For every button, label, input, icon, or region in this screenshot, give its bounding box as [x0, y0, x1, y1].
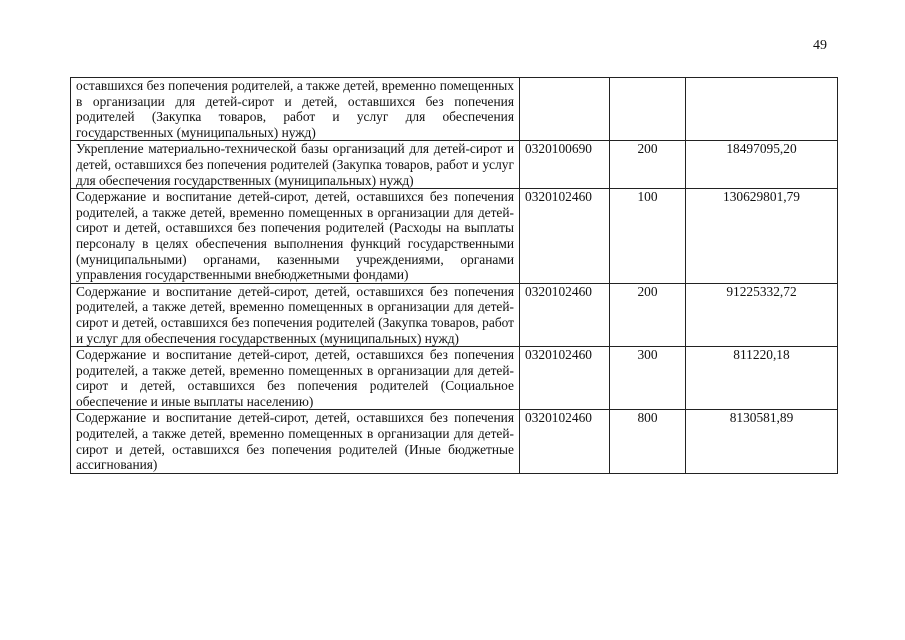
row-expense-type: 800 — [610, 410, 686, 473]
row-description: оставшихся без попечения родителей, а также детей, временно помещенных в организации для детей-сирот и детей, оставшихся без попечения родителей (Закупка товаров, работ и услуг для обеспечения государственных (муниципальных) нужд) — [71, 78, 520, 141]
row-expense-type: 200 — [610, 141, 686, 189]
row-amount: 811220,18 — [686, 347, 838, 410]
table-row — [71, 410, 838, 473]
table-row — [71, 189, 838, 284]
row-amount: 91225332,72 — [686, 283, 838, 346]
row-expense-type: 300 — [610, 347, 686, 410]
table-row — [71, 283, 838, 346]
row-amount: 18497095,20 — [686, 141, 838, 189]
row-amount: 8130581,89 — [686, 410, 838, 473]
row-target-code: 0320100690 — [520, 141, 610, 189]
row-description: Укрепление материально-технической базы организаций для детей-сирот и детей, оставшихся без попечения родителей (Закупка товаров, работ и услуг для обеспечения государственных (муниципальных) нужд) — [71, 141, 520, 189]
page-number: 49 — [813, 38, 827, 53]
row-expense-type: 200 — [610, 283, 686, 346]
table-row — [71, 141, 838, 189]
budget-table — [70, 77, 838, 474]
row-target-code: 0320102460 — [520, 347, 610, 410]
row-expense-type — [610, 78, 686, 141]
row-description: Содержание и воспитание детей-сирот, детей, оставшихся без попечения родителей, а также детей, временно помещенных в организации для детей-сирот и детей, оставшихся без попечения родителей (Расходы на выплаты персоналу в целях обеспечения выполнения функций государственными (муниципальными) органами, казенными учреждениями, органами управления государственными внебюджетными фондами) — [71, 189, 520, 284]
row-amount: 130629801,79 — [686, 189, 838, 284]
row-target-code: 0320102460 — [520, 283, 610, 346]
row-amount — [686, 78, 838, 141]
row-target-code — [520, 78, 610, 141]
row-description: Содержание и воспитание детей-сирот, детей, оставшихся без попечения родителей, а также детей, временно помещенных в организации для детей-сирот и детей, оставшихся без попечения родителей (Социальное обеспечение и иные выплаты населению) — [71, 347, 520, 410]
table-row — [71, 347, 838, 410]
row-expense-type: 100 — [610, 189, 686, 284]
row-description: Содержание и воспитание детей-сирот, детей, оставшихся без попечения родителей, а также детей, временно помещенных в организации для детей-сирот и детей, оставшихся без попечения родителей (Закупка товаров, работ и услуг для обеспечения государственных (муниципальных) нужд) — [71, 283, 520, 346]
row-target-code: 0320102460 — [520, 410, 610, 473]
row-target-code: 0320102460 — [520, 189, 610, 284]
table-row — [71, 78, 838, 141]
row-description: Содержание и воспитание детей-сирот, детей, оставшихся без попечения родителей, а также детей, временно помещенных в организации для детей-сирот и детей, оставшихся без попечения родителей (Иные бюджетные ассигнования) — [71, 410, 520, 473]
